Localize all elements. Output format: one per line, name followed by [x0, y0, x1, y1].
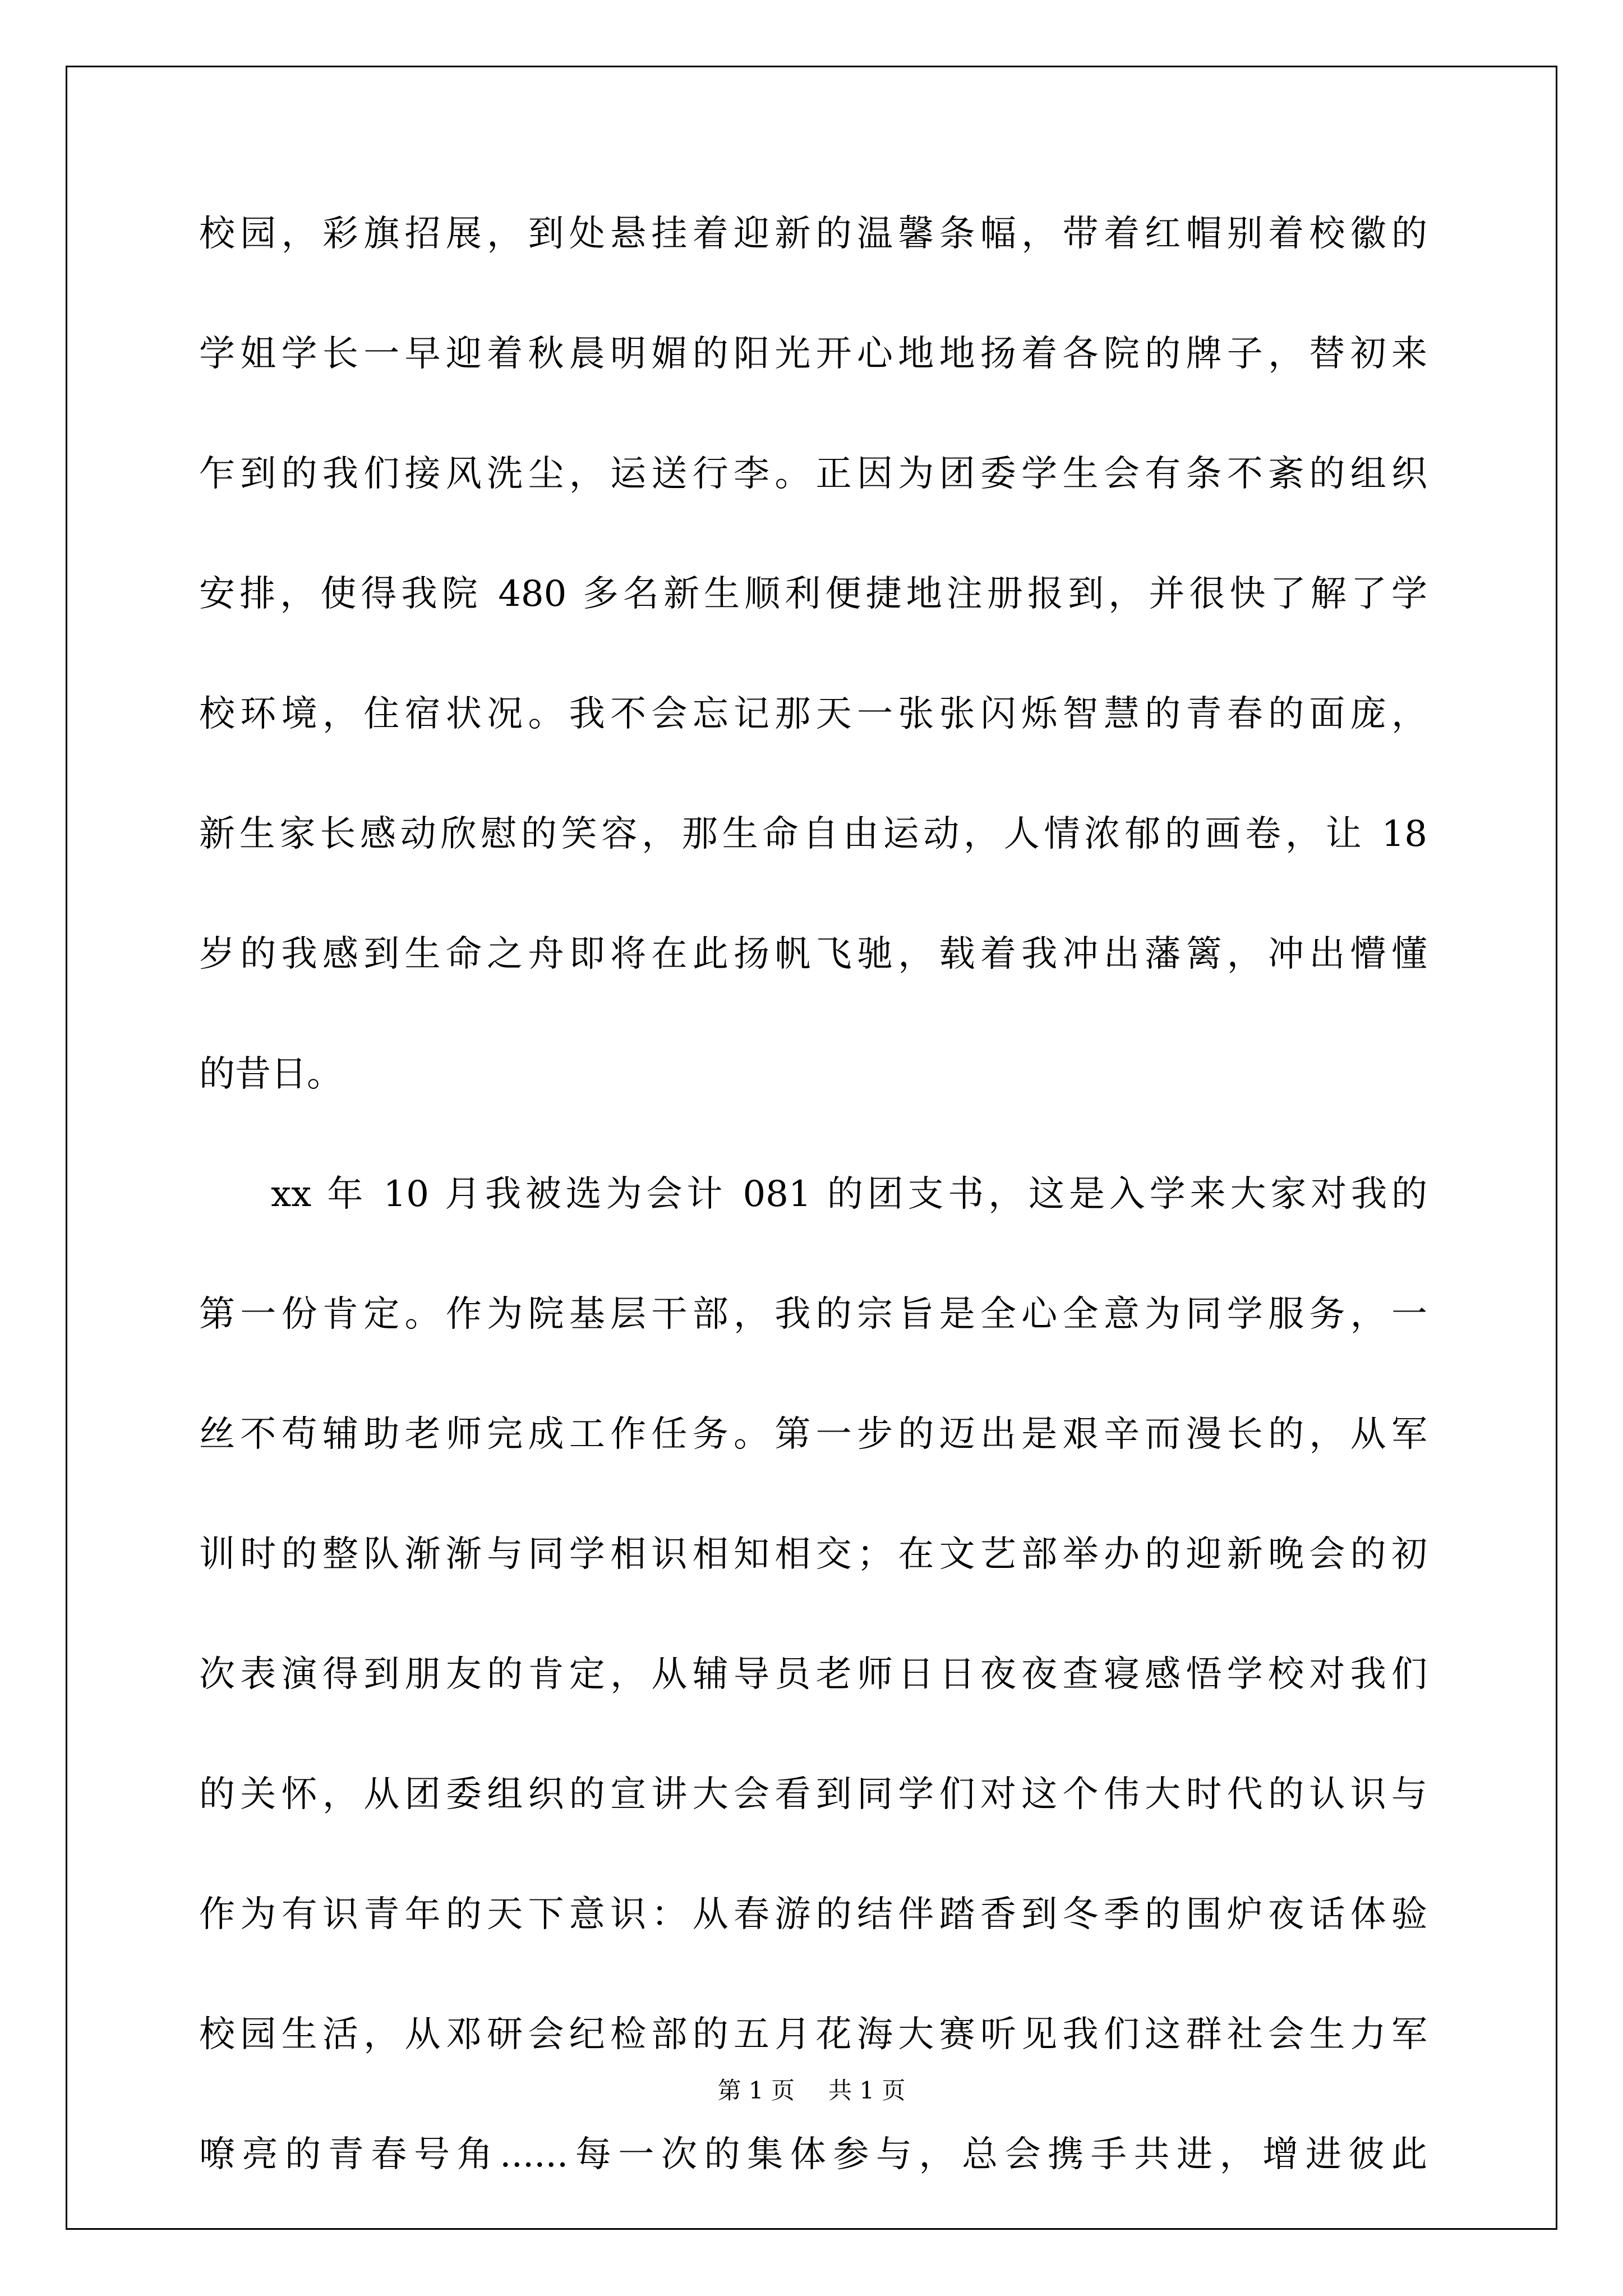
text-line: 安排，使得我院 480 多名新生顺利便捷地注册报到，并很快了解了学 [199, 573, 1427, 615]
text-line: 第一份肯定。作为院基层干部，我的宗旨是全心全意为同学服务，一 [199, 1294, 1427, 1335]
text-line: 丝不苟辅助老师完成工作任务。第一步的迈出是艰辛而漫长的，从军 [199, 1414, 1427, 1455]
text-line: 校环境，住宿状况。我不会忘记那天一张张闪烁智慧的青春的面庞， [199, 693, 1427, 735]
text-line: 训时的整队渐渐与同学相识相知相交；在文艺部举办的迎新晚会的初 [199, 1534, 1427, 1575]
text-line: 岁的我感到生命之舟即将在此扬帆飞驰，载着我冲出藩篱，冲出懵懂 [199, 933, 1427, 975]
text-line: 的关怀，从团委组织的宣讲大会看到同学们对这个伟大时代的认识与 [199, 1774, 1427, 1815]
text-line: 的昔日。 [199, 1053, 343, 1095]
text-line: 次表演得到朋友的肯定，从辅导员老师日日夜夜查寝感悟学校对我们 [199, 1654, 1427, 1695]
text-line: 乍到的我们接风洗尘，运送行李。正因为团委学生会有条不紊的组织 [199, 453, 1427, 495]
text-line: 新生家长感动欣慰的笑容，那生命自由运动，人情浓郁的画卷，让 18 [199, 813, 1427, 855]
text-line: 作为有识青年的天下意识：从春游的结伴踏香到冬季的围炉夜话体验 [199, 1894, 1427, 1935]
text-line: 学姐学长一早迎着秋晨明媚的阳光开心地地扬着各院的牌子，替初来 [199, 333, 1427, 375]
page-number: 第 1 页 [717, 2077, 795, 2104]
text-line: 嘹亮的青春号角......每一次的集体参与，总会携手共进，增进彼此 [199, 2134, 1427, 2175]
page-footer [0, 2072, 1623, 2106]
document-body [199, 213, 1427, 2257]
text-line: xx 年 10 月我被选为会计 081 的团支书，这是入学来大家对我的 [271, 1174, 1427, 1215]
total-pages: 共 1 页 [828, 2077, 906, 2104]
text-line: 校园生活，从邓研会纪检部的五月花海大赛听见我们这群社会生力军 [199, 2014, 1427, 2055]
text-line: 校园，彩旗招展，到处悬挂着迎新的温馨条幅，带着红帽别着校徽的 [199, 213, 1427, 255]
